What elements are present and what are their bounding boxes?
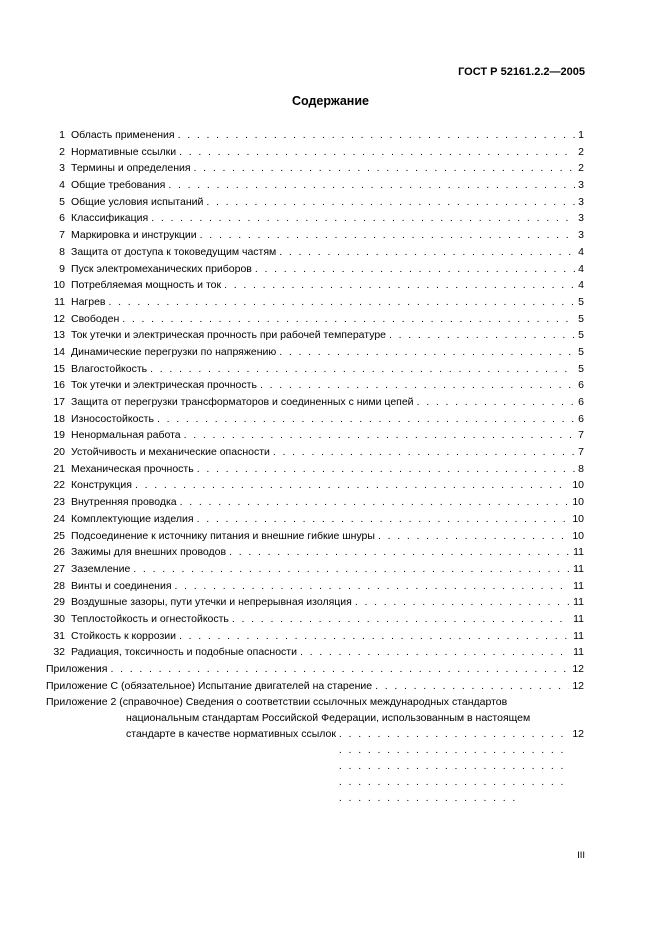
dot-leader <box>389 327 575 344</box>
toc-entry-number: 1 <box>59 129 65 141</box>
toc-entry[interactable] <box>46 511 584 528</box>
toc-entry-page: 5 <box>578 295 584 308</box>
dot-leader <box>168 177 575 194</box>
toc-entry-title: Нормативные ссылки <box>71 145 177 158</box>
toc-entry-page: 3 <box>578 179 584 192</box>
toc-entry-number: 29 <box>53 596 65 609</box>
toc-entry-number: 27 <box>53 562 65 575</box>
toc-entry-number: 7 <box>59 229 65 242</box>
dot-leader <box>151 210 575 227</box>
dot-leader <box>197 511 570 528</box>
toc-entry-number: 23 <box>53 496 65 509</box>
dot-leader <box>150 361 575 378</box>
toc-entry[interactable] <box>46 444 584 461</box>
toc-entry-title: Устойчивость и механические опасности <box>71 446 270 459</box>
toc-entry-title: Воздушные зазоры, пути утечки и непрерывная изоляция <box>71 596 352 609</box>
dot-leader <box>339 726 569 806</box>
toc-entry[interactable] <box>46 628 584 645</box>
toc-entry-page: 3 <box>578 195 584 208</box>
toc-entry[interactable] <box>46 327 584 344</box>
dot-leader <box>175 578 571 595</box>
toc-entry-page: 11 <box>573 629 584 642</box>
toc-entry[interactable] <box>46 210 584 227</box>
dot-leader <box>180 494 570 511</box>
toc-entry-number: 19 <box>53 429 65 442</box>
toc-entry-title: Динамические перегрузки по напряжению <box>71 345 277 358</box>
dot-leader <box>417 394 576 411</box>
dot-leader <box>184 427 576 444</box>
toc-entry-page: 5 <box>578 345 584 358</box>
toc-entry-title: Маркировка и инструкции <box>71 229 197 242</box>
toc-entry-title: Классификация <box>71 212 149 225</box>
toc-entry[interactable] <box>46 678 584 695</box>
toc-entry-title: Влагостойкость <box>71 362 148 375</box>
toc-entry-page: 7 <box>578 429 584 442</box>
dot-leader <box>279 344 575 361</box>
toc-entry-number: 32 <box>53 646 65 659</box>
toc-entry-title: Конструкция <box>71 479 132 492</box>
toc-entry-page: 11 <box>573 646 584 659</box>
toc-entry-number: 10 <box>53 279 65 292</box>
toc-entry-title: Приложение C (обязательное) Испытание двигателей на старение <box>46 679 373 692</box>
dot-leader <box>255 261 575 278</box>
toc-entry[interactable] <box>46 244 584 261</box>
toc-entry[interactable] <box>46 594 584 611</box>
toc-entry[interactable] <box>46 611 584 628</box>
toc-entry-title: Защита от перегрузки трансформаторов и соединенных с ними цепей <box>71 396 414 408</box>
toc-entry-number: 21 <box>53 462 65 475</box>
toc-entry-number: 9 <box>59 262 65 275</box>
toc-entry-page: 11 <box>573 596 584 609</box>
dot-leader <box>375 678 569 695</box>
toc-entry-title: Заземление <box>71 562 131 575</box>
toc-entry-title: Винты и соединения <box>71 579 172 592</box>
toc-entry-number: 4 <box>59 179 65 192</box>
dot-leader <box>135 477 569 494</box>
toc-entry-page: 6 <box>578 379 584 392</box>
toc-entry[interactable] <box>46 561 584 578</box>
dot-leader <box>133 561 570 578</box>
dot-leader <box>122 311 575 328</box>
toc-entry[interactable] <box>46 494 584 511</box>
toc-entry-page: 11 <box>573 612 584 625</box>
toc-entry[interactable] <box>46 427 584 444</box>
toc-entry-page: 6 <box>578 412 584 425</box>
toc-entry-title-last-line <box>46 726 584 806</box>
page-title: Содержание <box>291 94 369 108</box>
toc-entry-page: 10 <box>572 479 584 492</box>
toc-entry-title: Подсоединение к источнику питания и внешние гибкие шнуры <box>71 529 375 542</box>
toc-entry-number: 17 <box>53 396 65 408</box>
toc-entry-title: Стойкость к коррозии <box>71 629 176 642</box>
toc-entry[interactable] <box>46 361 584 378</box>
toc-entry-number: 11 <box>54 295 65 308</box>
toc-entry-number: 25 <box>53 529 65 542</box>
toc-entry-page: 3 <box>578 212 584 225</box>
toc-entry-number: 13 <box>53 329 65 342</box>
dot-leader <box>260 377 575 394</box>
toc-entry-number: 20 <box>53 446 65 459</box>
dot-leader <box>300 644 570 661</box>
toc-entry-page: 12 <box>572 728 584 741</box>
toc-entry-number: 5 <box>59 195 65 208</box>
toc-entry[interactable] <box>46 644 584 661</box>
dot-leader <box>110 661 569 678</box>
toc-entry[interactable] <box>46 394 584 411</box>
toc-entry-number: 15 <box>53 362 65 375</box>
toc-entry-number: 18 <box>53 412 65 425</box>
toc-entry-page: 6 <box>578 396 584 408</box>
page-folio: III <box>577 850 585 861</box>
toc-entry-number: 8 <box>59 245 65 258</box>
toc-entry-number: 28 <box>53 579 65 592</box>
dot-leader <box>194 160 576 177</box>
toc-entry-title: Износостойкость <box>71 412 154 425</box>
toc-entry-title: Механическая прочность <box>71 462 194 475</box>
toc-entry[interactable] <box>46 477 584 494</box>
dot-leader <box>229 544 570 561</box>
toc-entry[interactable] <box>46 160 584 177</box>
toc-entry-page: 10 <box>572 529 584 542</box>
toc-entry-number: 22 <box>53 479 65 492</box>
toc-entry-title: Теплостойкость и огнестойкость <box>71 612 229 625</box>
toc-entry-title: Зажимы для внешних проводов <box>71 546 227 559</box>
toc-entry-number: 12 <box>53 312 65 325</box>
toc-entry[interactable] <box>46 227 584 244</box>
document-header: ГОСТ Р 52161.2.2—2005 <box>458 66 585 78</box>
table-of-contents <box>46 127 584 806</box>
toc-entry-page: 11 <box>573 562 584 575</box>
toc-entry-title: Общие требования <box>71 179 166 192</box>
toc-entry-number: 14 <box>53 345 65 358</box>
toc-entry-page: 4 <box>578 262 584 275</box>
toc-entry-number: 30 <box>53 612 65 625</box>
dot-leader <box>378 528 569 545</box>
toc-entry-page: 2 <box>578 145 584 158</box>
toc-entry-page: 4 <box>578 245 584 258</box>
dot-leader <box>178 127 576 144</box>
dot-leader <box>279 244 575 261</box>
toc-entry-title: Ненормальная работа <box>71 429 181 442</box>
toc-entry-title: Защита от доступа к токоведущим частям <box>71 245 277 258</box>
toc-entry[interactable] <box>46 144 584 161</box>
toc-entry-page: 10 <box>572 512 584 525</box>
toc-entry[interactable] <box>46 411 584 428</box>
toc-entry-title-continued: национальным стандартам Российской Федерации, использованным в настоящем <box>126 712 531 725</box>
toc-entry-title: Ток утечки и электрическая прочность при рабочей температуре <box>71 329 387 342</box>
toc-entry[interactable] <box>46 377 584 394</box>
toc-entry-title: Пуск электромеханических приборов <box>71 262 252 275</box>
toc-entry-appendix-2[interactable] <box>46 694 584 806</box>
toc-entry-number: 31 <box>53 629 65 642</box>
toc-entry-number: 2 <box>59 145 65 158</box>
toc-entry-title: Внутренняя проводка <box>71 496 177 509</box>
toc-entry-title: Ток утечки и электрическая прочность <box>71 379 257 392</box>
toc-entry[interactable] <box>46 294 584 311</box>
toc-entry-title: Термины и определения <box>71 162 191 175</box>
dot-leader <box>200 227 575 244</box>
toc-entry-page: 12 <box>572 679 584 692</box>
toc-entry-page: 8 <box>578 462 584 475</box>
toc-entry-title: Нагрев <box>71 295 106 308</box>
toc-entry-page: 5 <box>578 362 584 375</box>
toc-entry-page: 2 <box>578 162 584 175</box>
dot-leader <box>232 611 570 628</box>
dot-leader <box>355 594 570 611</box>
dot-leader <box>109 294 576 311</box>
toc-entry[interactable] <box>46 127 584 144</box>
toc-entry[interactable] <box>46 528 584 545</box>
toc-entry-title: Область применения <box>71 129 175 141</box>
dot-leader <box>179 144 575 161</box>
toc-entry-number: 24 <box>53 512 65 525</box>
toc-entry-number: 3 <box>59 162 65 175</box>
toc-entry-number: 26 <box>53 546 65 559</box>
toc-entry-page: 5 <box>578 329 584 342</box>
toc-entry-page: 4 <box>578 279 584 292</box>
toc-entry-title: Свободен <box>71 312 120 325</box>
toc-entry-title: Приложение 2 (справочное) Сведения о соответствии ссылочных международных стандартов <box>46 696 508 709</box>
toc-entry-title: Общие условия испытаний <box>71 195 204 208</box>
dot-leader <box>206 194 575 211</box>
toc-entry-number: 16 <box>53 379 65 392</box>
toc-entry-page: 11 <box>573 546 584 559</box>
dot-leader <box>157 411 575 428</box>
toc-entry[interactable] <box>46 661 584 678</box>
toc-entry-page: 11 <box>573 579 584 592</box>
toc-entry[interactable] <box>46 544 584 561</box>
toc-entry-page: 3 <box>578 229 584 242</box>
toc-entry-page: 10 <box>572 496 584 509</box>
toc-entry-title: Радиация, токсичность и подобные опасности <box>71 646 297 659</box>
toc-entry-page: 5 <box>578 312 584 325</box>
toc-entry[interactable] <box>46 277 584 294</box>
toc-entry[interactable] <box>46 461 584 478</box>
toc-entry-page: 1 <box>578 129 584 141</box>
toc-entry-page: 7 <box>578 446 584 459</box>
toc-entry[interactable] <box>46 194 584 211</box>
toc-entry-page: 12 <box>572 663 584 675</box>
toc-entry-title: Потребляемая мощность и ток <box>71 279 222 292</box>
toc-entry-title: Комплектующие изделия <box>71 512 194 525</box>
dot-leader <box>179 628 570 645</box>
dot-leader <box>224 277 575 294</box>
dot-leader <box>197 461 575 478</box>
toc-entry[interactable] <box>46 311 584 328</box>
toc-entry[interactable] <box>46 177 584 194</box>
toc-entry[interactable] <box>46 344 584 361</box>
toc-entry-title: Приложения <box>46 663 108 675</box>
toc-entry-number: 6 <box>59 212 65 225</box>
dot-leader <box>273 444 575 461</box>
toc-entry-title-continued: стандарте в качестве нормативных ссылок <box>126 728 336 741</box>
toc-entry[interactable] <box>46 261 584 278</box>
toc-entry[interactable] <box>46 578 584 595</box>
